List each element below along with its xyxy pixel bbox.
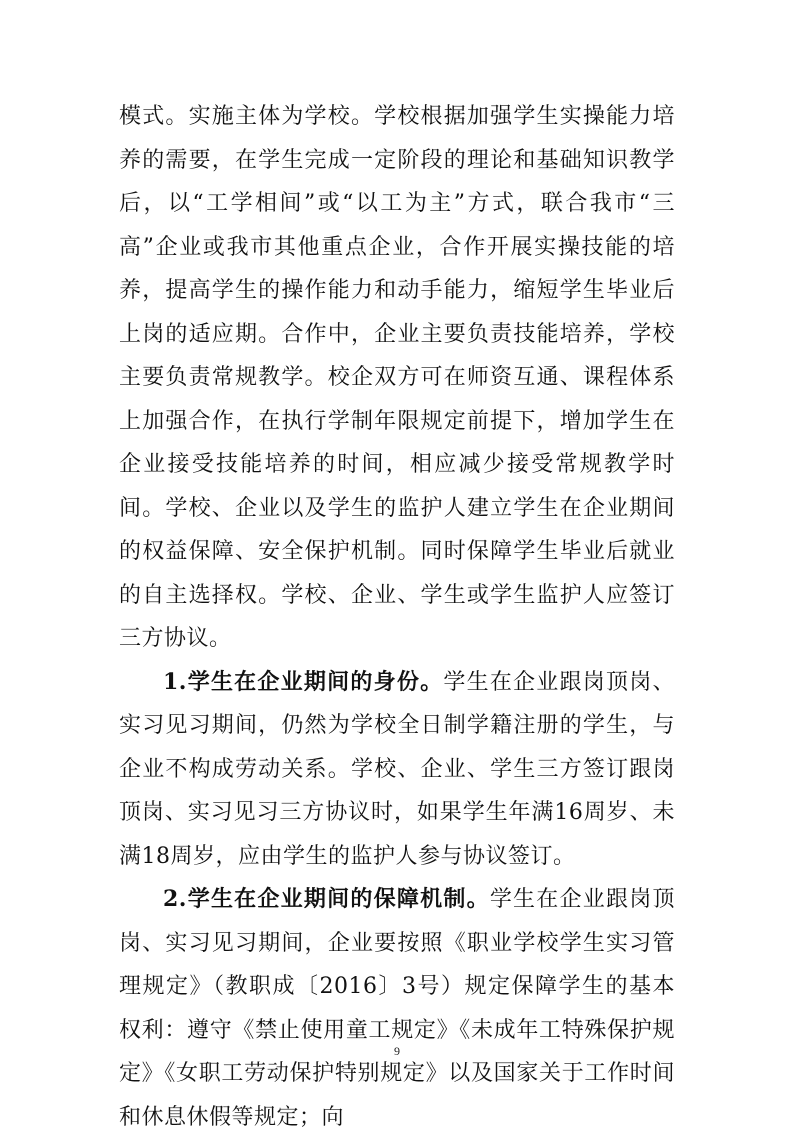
paragraph-continuation: [119, 95, 675, 661]
paragraph-text: 学生在企业跟岗顶岗、实习见习期间，仍然为学校全日制学籍注册的学生，与企业不构成劳动关系。学校、企业、学生三方签订跟岗顶岗、实习见习三方协议时，如果学生年满16周岁、未满18周岁，应由学生的监护人参与协议签订。: [119, 669, 675, 869]
paragraph-student-identity: [119, 661, 675, 879]
paragraph-text: 模式。实施主体为学校。学校根据加强学生实操能力培养的需要，在学生完成一定阶段的理论和基础知识教学后，以“工学相间”或“以工为主”方式，联合我市“三高”企业或我市其他重点企业，合作开展实操技能的培养，提高学生的操作能力和动手能力，缩短学生毕业后上岗的适应期。合作中，企业主要负责技能培养，学校主要负责常规教学。校企双方可在师资互通、课程体系上加强合作，在执行学制年限规定前提下，增加学生在企业接受技能培养的时间，相应减少接受常规教学时间。学校、企业以及学生的监护人建立学生在企业期间的权益保障、安全保护机制。同时保障学生毕业后就业的自主选择权。学校、企业、学生或学生监护人应签订三方协议。: [119, 104, 675, 651]
page-number: 9: [394, 1044, 400, 1058]
body-text: [119, 95, 675, 1139]
section-heading-identity: 1.学生在企业期间的身份。: [163, 668, 444, 695]
paragraph-protection-mechanism: [119, 878, 675, 1139]
section-heading-protection: 2.学生在企业期间的保障机制。: [163, 886, 490, 912]
paragraph-text: 学生在企业跟岗顶岗、实习见习期间，企业要按照《职业学校学生实习管理规定》（教职成〔2016〕3号）规定保障学生的基本权利：遵守《禁止使用童工规定》《未成年工特殊保护规定》《女职工劳动保护特别规定》以及国家关于工作时间和休息休假等规定；向: [119, 887, 675, 1130]
